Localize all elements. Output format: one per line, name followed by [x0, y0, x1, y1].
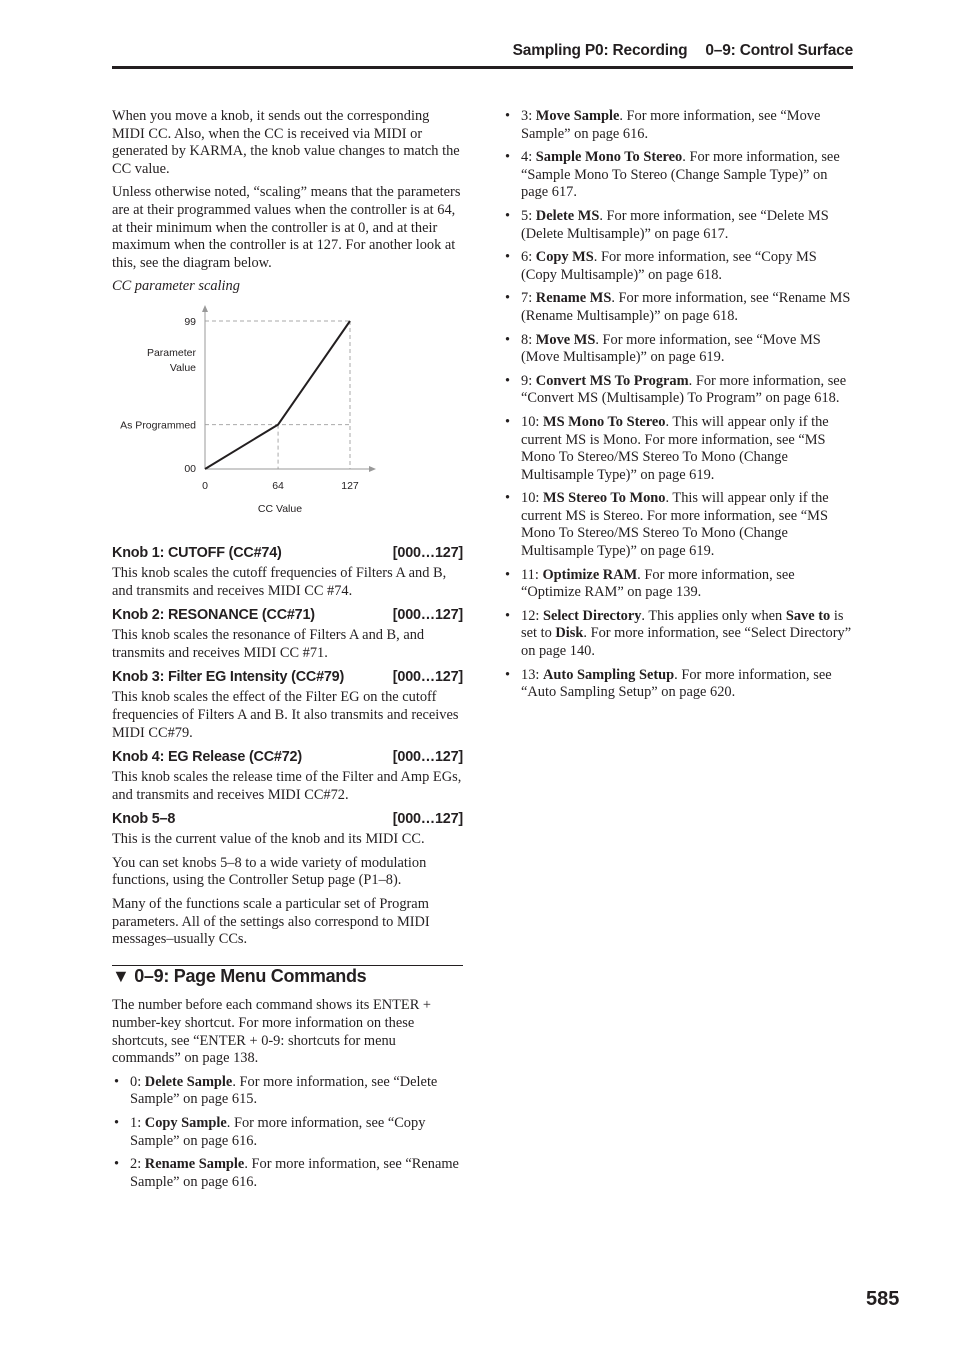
knob-description: Many of the functions scale a particular set of Program parameters. All of the settings also correspond to MIDI messages–usually CCs. — [112, 896, 430, 948]
y-axis-arrow-icon — [202, 305, 208, 312]
command-description: . For more information, see “Convert MS (Multisample) To Program” on page 618. — [521, 372, 847, 407]
command-description: . This will appear only if the current MS is Stereo. For more information, see “MS Mono To Stereo/MS Stereo To Mono (Change Multisample Type)” on page 619. — [521, 490, 829, 560]
command-description-part: Disk — [555, 625, 584, 642]
menu-command-item — [112, 1074, 463, 1109]
command-name: Copy Sample — [144, 1115, 227, 1131]
command-number: 10: — [521, 413, 543, 430]
header-section: Sampling P0: Recording — [512, 42, 688, 59]
y-axis-label: Value — [169, 361, 196, 374]
command-number: 3: — [521, 108, 536, 124]
chart-caption: CC parameter scaling — [112, 278, 240, 295]
bullet-icon: • — [114, 1115, 120, 1131]
knob-title: Knob 2: RESONANCE (CC#71) — [112, 607, 315, 624]
knob-heading — [112, 810, 463, 828]
command-name: Copy MS — [535, 249, 594, 266]
command-number: 9: — [521, 372, 536, 389]
command-description: . For more information, see “Move MS (Move Multisample)” on page 619. — [521, 331, 821, 366]
command-name: Move Sample — [535, 108, 620, 124]
bullet-icon: • — [505, 566, 511, 583]
header-page-title: 0–9: Control Surface — [705, 42, 853, 59]
page-number: 585 — [866, 1288, 900, 1310]
x-axis-arrow-icon — [369, 466, 376, 472]
y-tick-label: As Programmed — [120, 419, 196, 432]
y-tick-label: 99 — [184, 315, 196, 328]
menu-command-item — [503, 332, 855, 367]
knob-title: Knob 4: EG Release (CC#72) — [112, 749, 302, 766]
knob-description: You can set knobs 5–8 to a wide variety of modulation functions, using the Controller Setup page (P1–8). — [112, 854, 427, 889]
menu-command-item — [503, 490, 855, 560]
command-number: 4: — [521, 149, 536, 166]
bullet-icon: • — [114, 1156, 120, 1173]
command-description: . For more information, see “Copy MS (Copy Multisample)” on page 618. — [521, 249, 817, 283]
command-description-part: Save to — [785, 607, 831, 624]
knob-description: This is the current value of the knob and its MIDI CC. — [112, 831, 425, 848]
command-description-part: is set to — [521, 607, 844, 642]
command-description-part: . This applies only when — [641, 607, 786, 624]
command-description-part: . For more information, see “Select Directory” on page 140. — [521, 625, 852, 660]
command-name: Convert MS To Program — [535, 372, 689, 389]
command-name: MS Mono To Stereo — [543, 413, 666, 430]
menu-command-item — [112, 1115, 463, 1150]
knob-range: [000…127] — [392, 607, 463, 624]
knob-list — [112, 544, 463, 949]
bullet-icon: • — [505, 490, 511, 507]
menu-command-item — [503, 290, 855, 325]
command-number: 12: — [521, 607, 543, 624]
command-description: . For more information, see “Rename MS (Rename Multisample)” on page 618. — [521, 290, 851, 324]
bullet-icon: • — [505, 108, 511, 124]
knob-range: [000…127] — [392, 544, 463, 561]
knob-description: This knob scales the resonance of Filters A and B, and transmits and receives MIDI CC #71. — [112, 627, 425, 661]
menu-command-item — [503, 149, 855, 202]
y-axis-label: Parameter — [146, 346, 196, 359]
left-column — [112, 108, 463, 1197]
menu-command-item — [503, 108, 855, 143]
command-name: Rename MS — [535, 290, 612, 307]
menu-command-item — [503, 667, 855, 702]
chart-series-line — [205, 321, 350, 469]
command-number: 11: — [521, 566, 543, 583]
knob-range: [000…127] — [392, 669, 463, 686]
command-description: . This will appear only if the current MS is Mono. For more information, see “MS Mono To Stereo/MS Stereo To Mono (Change Multisample Type)” on page 619. — [521, 413, 829, 483]
menu-command-item — [503, 414, 855, 484]
chart-guide-lines — [205, 321, 350, 469]
command-description: . For more information, see “Delete MS (Delete Multisample)” on page 617. — [521, 207, 829, 242]
command-description: . For more information, see “Optimize RAM” on page 139. — [521, 566, 795, 601]
menu-command-item — [503, 249, 855, 284]
command-number: 13: — [521, 666, 543, 683]
menu-command-item — [503, 567, 855, 602]
command-description: . For more information, see “Sample Mono To Stereo (Change Sample Type)” on page 617. — [521, 149, 840, 201]
command-name: Auto Sampling Setup — [543, 666, 675, 683]
knob-heading — [112, 544, 463, 562]
command-name: Sample Mono To Stereo — [535, 149, 683, 166]
knob-description: This knob scales the release time of the Filter and Amp EGs, and transmits and receives MIDI CC#72. — [112, 769, 462, 803]
command-name: Delete Sample — [144, 1073, 233, 1090]
bullet-icon: • — [114, 1073, 120, 1090]
command-description: . For more information, see “Delete Sample” on page 615. — [130, 1073, 438, 1108]
command-name: MS Stereo To Mono — [543, 490, 666, 507]
y-tick-label: 00 — [184, 462, 196, 475]
menu-command-item — [503, 373, 855, 408]
intro-paragraph-1: When you move a knob, it sends out the corresponding MIDI CC. Also, when the CC is received via MIDI or generated by KARMA, the knob value changes to match the CC value. — [112, 108, 460, 177]
command-description: . For more information, see “Copy Sample” on page 616. — [130, 1115, 426, 1149]
command-number: 6: — [521, 249, 536, 266]
command-description: . For more information, see “Move Sample” on page 616. — [521, 108, 821, 142]
command-number: 5: — [521, 207, 536, 224]
command-number: 0: — [130, 1073, 145, 1090]
knob-title: Knob 5–8 — [112, 811, 176, 828]
x-tick-label: 0 — [202, 479, 208, 492]
command-name: Delete MS — [535, 207, 600, 224]
bullet-icon: • — [505, 372, 511, 389]
intro-paragraph-2: Unless otherwise noted, “scaling” means that the parameters are at their programmed values when the controller is at 64, at their minimum when the controller is at 0, and at their maximum when the controller is at 127. For another look at this, see the diagram below. — [112, 184, 461, 271]
section-heading-page-menu: ▼ 0–9: Page Menu Commands — [112, 965, 463, 986]
knob-title: Knob 1: CUTOFF (CC#74) — [112, 544, 282, 561]
command-list-right — [503, 108, 855, 702]
command-list-left — [112, 1074, 463, 1192]
command-name: Optimize RAM — [542, 566, 638, 583]
bullet-icon: • — [505, 331, 511, 348]
bullet-icon: • — [505, 666, 511, 683]
command-description: . For more information, see “Rename Sample” on page 616. — [130, 1156, 459, 1190]
knob-description: This knob scales the cutoff frequencies of Filters A and B, and transmits and receives MIDI CC #74. — [112, 564, 447, 599]
bullet-icon: • — [505, 413, 511, 430]
menu-command-item — [503, 608, 855, 661]
cc-scaling-chart — [112, 304, 392, 534]
command-number: 1: — [130, 1115, 145, 1131]
bullet-icon: • — [505, 149, 511, 166]
bullet-icon: • — [505, 249, 511, 266]
knob-heading — [112, 748, 463, 766]
menu-command-item — [503, 208, 855, 243]
bullet-icon: • — [505, 290, 511, 307]
command-number: 7: — [521, 290, 536, 307]
bullet-icon: • — [505, 207, 511, 224]
knob-heading — [112, 668, 463, 686]
page-header — [112, 42, 853, 69]
right-column — [503, 108, 855, 708]
command-number: 2: — [130, 1156, 145, 1173]
x-tick-label: 64 — [272, 479, 284, 492]
command-name: Rename Sample — [144, 1156, 245, 1173]
knob-description: This knob scales the effect of the Filter EG on the cutoff frequencies of Filters A and B. It also transmits and receives MIDI CC#79. — [112, 689, 459, 741]
command-name: Select Directory — [543, 607, 642, 624]
menu-intro: The number before each command shows its ENTER + number-key shortcut. For more information on these shortcuts, see “ENTER + 0-9: shortcuts for menu commands” on page 138. — [112, 997, 432, 1067]
command-number: 10: — [521, 490, 543, 507]
knob-heading — [112, 606, 463, 624]
command-number: 8: — [521, 331, 536, 348]
menu-command-item — [112, 1156, 463, 1191]
x-axis-label: CC Value — [257, 502, 303, 515]
knob-title: Knob 3: Filter EG Intensity (CC#79) — [112, 669, 345, 686]
x-tick-label: 127 — [341, 479, 359, 492]
command-name: Move MS — [535, 331, 596, 348]
knob-range: [000…127] — [392, 811, 463, 828]
command-description: . For more information, see “Auto Sampling Setup” on page 620. — [521, 666, 832, 701]
knob-range: [000…127] — [392, 749, 463, 766]
bullet-icon: • — [505, 607, 511, 624]
